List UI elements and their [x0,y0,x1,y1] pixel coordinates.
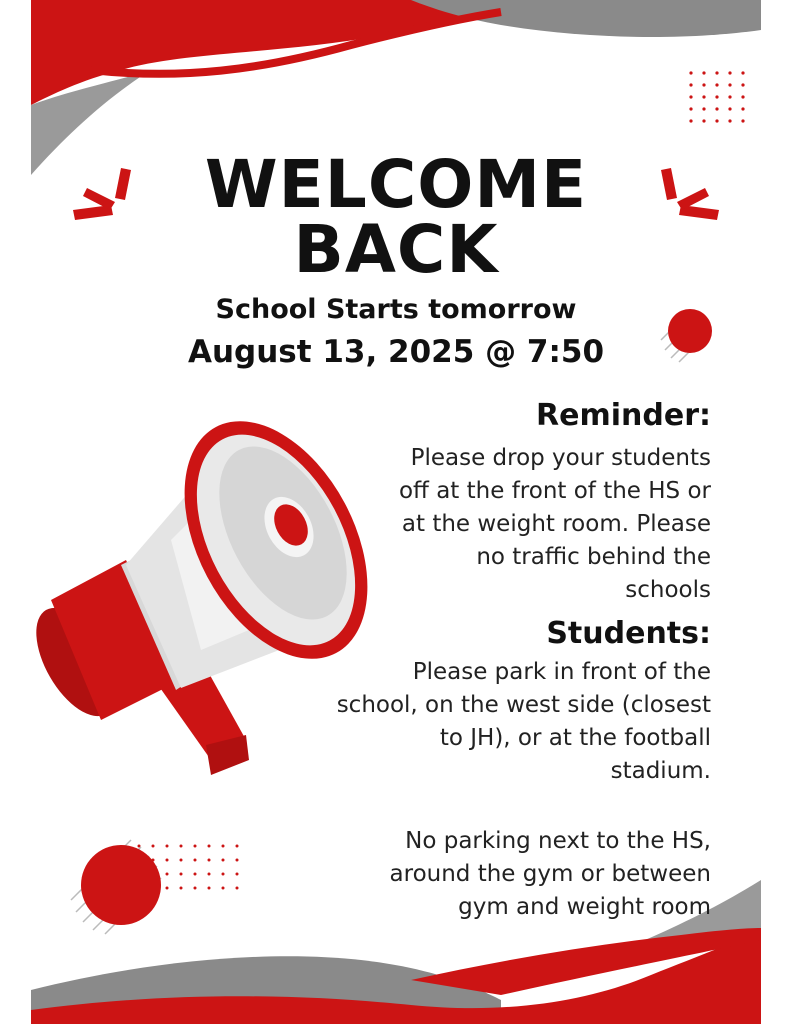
reminder-line: off at the front of the HS or [398,478,711,504]
page-title-line-2: BACK [293,211,499,288]
reminder-line: no traffic behind the [476,544,711,570]
reminder-text [399,442,711,607]
students-line: school, on the west side (closest [336,692,711,718]
no-parking-line: gym and weight room [458,894,711,920]
reminder-line: at the weight room. Please [401,511,711,537]
students-text [337,656,711,788]
students-heading: Students: [546,616,711,651]
subtitle: School Starts tomorrow [215,294,577,325]
page-title-line-1: WELCOME [204,146,588,223]
students-line: stadium. [610,758,711,784]
no-parking-line: around the gym or between [389,861,711,887]
reminder-line: schools [625,577,711,603]
flyer [31,0,761,1024]
striped-circle-bottom-left [71,840,161,934]
students-line: Please park in front of the [412,659,711,685]
students-line: to JH), or at the football [439,725,711,751]
reminder-line: Please drop your students [410,445,711,471]
no-parking-line: No parking next to the HS, [405,828,711,854]
date-line: August 13, 2025 @ 7:50 [187,334,605,370]
dot-grid-top-right [689,71,744,122]
no-parking-text [390,825,711,924]
reminder-heading: Reminder: [536,398,711,433]
